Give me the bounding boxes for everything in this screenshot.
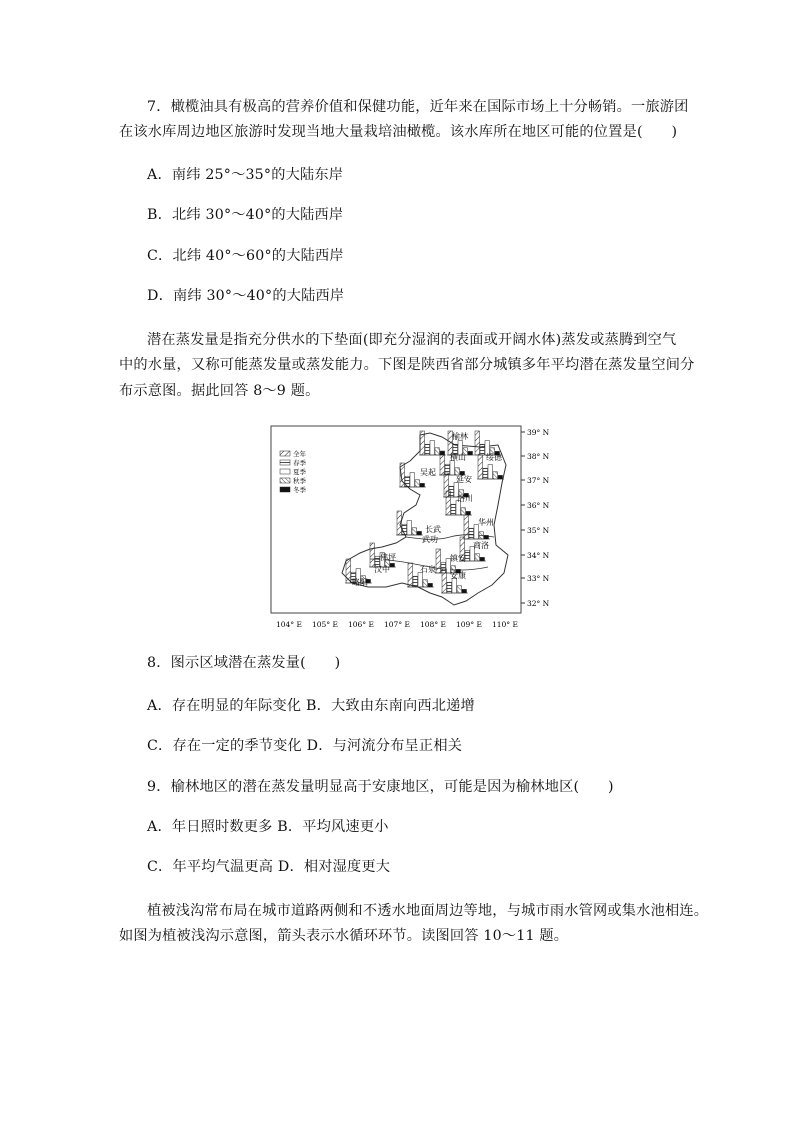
city-label: 吴起	[420, 468, 436, 477]
season-bar	[428, 583, 433, 587]
city-label: 武功	[422, 535, 438, 544]
season-bar	[447, 582, 452, 593]
q8-stem: 8．图示区域潜在蒸发量( )	[147, 655, 341, 671]
season-bar	[446, 491, 451, 515]
city-label: 石泉	[420, 565, 436, 574]
passage2-line2: 如图为植被浅沟示意图，箭头表示水循环环节。读图回答 10～11 题。	[119, 928, 569, 944]
season-bar	[475, 554, 480, 561]
season-bar	[415, 480, 420, 487]
lat-label: 39° N	[527, 428, 550, 437]
season-bar	[498, 475, 503, 479]
season-bar	[435, 448, 440, 455]
legend-label: 夏季	[293, 468, 306, 476]
q7-option-d: D．南纬 30°～40°的大陆西岸	[147, 288, 345, 304]
q7-stem-line1: 7．橄榄油具有极高的营养价值和保健功能，近年来在国际市场上十分畅销。一旅游团	[147, 99, 689, 115]
season-bar	[402, 524, 407, 535]
lat-label: 34° N	[527, 551, 550, 560]
q8-options-cd: C．存在一定的季节变化 D．与河流分布呈正相关	[147, 738, 463, 754]
legend-label: 全年	[293, 450, 306, 458]
lon-label: 109° E	[456, 620, 482, 629]
lat-label: 37° N	[527, 476, 550, 485]
season-bar	[440, 451, 445, 475]
season-bar	[397, 511, 402, 535]
lon-label: 104° E	[276, 620, 302, 629]
season-bar	[423, 580, 428, 587]
season-bar	[410, 473, 415, 487]
passage1-line2: 中的水量，又称可能蒸发量或蒸发能力。下图是陕西省部分城镇多年平均潜在蒸发量空间分	[119, 357, 695, 373]
season-bar	[420, 431, 425, 455]
city-label: 华州	[478, 518, 494, 527]
legend-label: 冬季	[293, 486, 306, 494]
q9-options-ab: A．年日照时数更多 B．平均风速更小	[147, 819, 389, 835]
lon-label: 108° E	[420, 620, 446, 629]
season-bar	[455, 468, 460, 475]
season-bar	[425, 444, 430, 455]
city-label: 镇安	[450, 554, 466, 563]
q7-option-b: B．北纬 30°～40°的大陆西岸	[147, 207, 344, 223]
q7-option-c: C．北纬 40°～60°的大陆西岸	[147, 248, 344, 264]
lon-label: 106° E	[348, 620, 374, 629]
lat-label: 36° N	[527, 501, 550, 510]
season-bar	[346, 559, 351, 583]
city-label: 榆林	[452, 432, 468, 441]
legend	[280, 449, 307, 494]
season-bar	[466, 511, 471, 515]
city-label: 安康	[450, 571, 466, 580]
season-bar	[407, 521, 412, 535]
lat-label: 33° N	[527, 574, 550, 583]
season-bar	[479, 532, 484, 539]
season-bar	[469, 528, 474, 539]
city-label: 长武	[425, 525, 441, 534]
season-bar	[370, 543, 375, 567]
city-label: 汉中	[374, 565, 390, 574]
city-label: 佛坪	[380, 553, 396, 562]
lon-label: 105° E	[312, 620, 338, 629]
season-bar	[488, 465, 493, 479]
season-bar	[442, 569, 447, 593]
season-bar	[417, 531, 422, 535]
q7-option-a: A．南纬 25°～35°的大陆东岸	[147, 167, 344, 183]
season-bar	[464, 515, 469, 539]
season-bar	[452, 579, 457, 593]
city-label: 洛川	[457, 494, 473, 503]
season-bar	[480, 444, 485, 455]
passage1-line3: 布示意图。据此回答 8～9 题。	[119, 383, 320, 399]
q8-options-ab: A．存在明显的年际变化 B．大致由东南向西北递增	[147, 698, 475, 714]
season-bar	[468, 451, 473, 455]
legend-label: 秋季	[293, 477, 306, 485]
evaporation-map	[270, 425, 550, 635]
season-bar	[413, 576, 418, 587]
lat-label: 38° N	[527, 452, 550, 461]
city-label: 横山	[450, 453, 466, 462]
season-bar	[478, 455, 483, 479]
season-bar	[457, 586, 462, 593]
season-bar	[430, 441, 435, 455]
city-label: 商洛	[473, 541, 489, 550]
season-bar	[400, 463, 405, 487]
season-bar	[408, 563, 413, 587]
lat-label: 32° N	[527, 599, 550, 608]
season-bar	[493, 472, 498, 479]
passage2-line1: 植被浅沟常布局在城市道路两侧和不透水地面周边等地，与城市雨水管网或集水池相连。	[147, 903, 709, 919]
season-bar	[450, 461, 455, 475]
season-bar	[390, 563, 395, 567]
season-bar	[412, 528, 417, 535]
q9-options-cd: C．年平均气温更高 D．相对湿度更大	[147, 859, 391, 875]
city-label: 延安	[456, 475, 472, 484]
season-bar	[483, 468, 488, 479]
legend-label: 春季	[293, 459, 306, 467]
lon-label: 107° E	[384, 620, 410, 629]
lat-label: 35° N	[527, 526, 550, 535]
season-bar	[461, 508, 466, 515]
q7-stem-line2: 在该水库周边地区旅游时发现当地大量栽培油橄榄。该水库所在地区可能的位置是( )	[119, 124, 678, 140]
season-bar	[418, 573, 423, 587]
lon-label: 110° E	[492, 620, 518, 629]
season-bar	[436, 549, 441, 573]
q9-stem: 9．榆林地区的潜在蒸发量明显高于安康地区，可能是因为榆林地区( )	[147, 779, 614, 795]
season-bar	[480, 557, 485, 561]
city-label: 绥德	[486, 453, 502, 462]
season-bar	[451, 504, 456, 515]
passage1-line1: 潜在蒸发量是指充分供水的下垫面(即充分湿润的表面或开阔水体)蒸发或蒸腾到空气	[147, 332, 677, 348]
season-bar	[405, 476, 410, 487]
season-bar	[484, 535, 489, 539]
season-bar	[420, 483, 425, 487]
city-label: 略阳	[352, 578, 368, 587]
season-bar	[475, 431, 480, 455]
season-bar	[462, 589, 467, 593]
